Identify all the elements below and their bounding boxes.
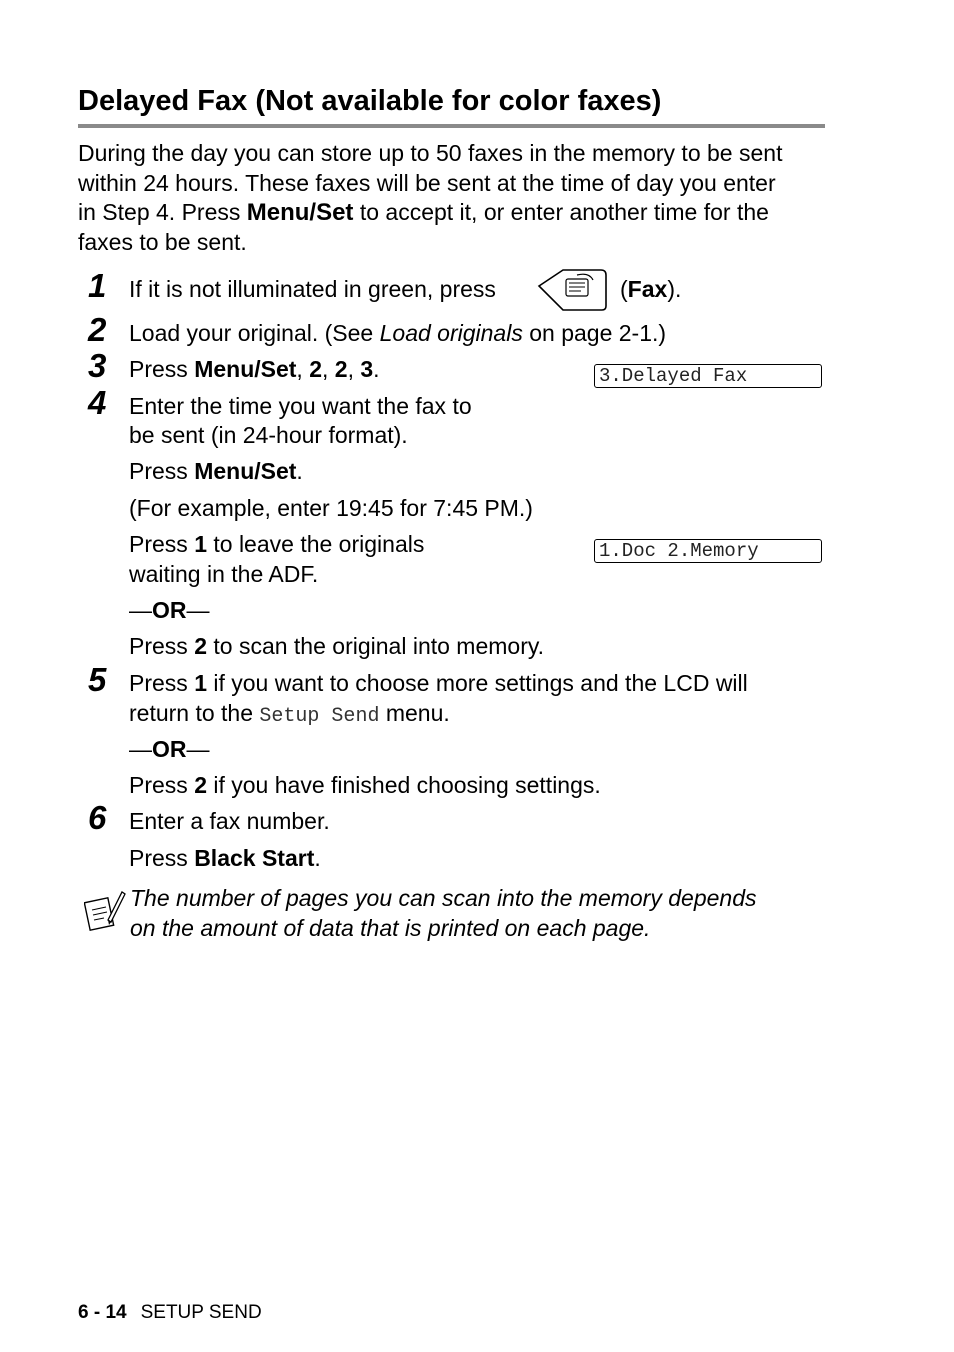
intro-line: faxes to be sent.	[78, 228, 247, 255]
note-text: The number of pages you can scan into the memory depends on the amount of data that is printed on each page.	[130, 885, 757, 941]
intro-line: During the day you can store up to 50 faxes in the memory to be sent	[78, 140, 783, 166]
step-number: 2	[88, 311, 107, 348]
or-separator: —OR—	[129, 597, 210, 623]
lcd-display-doc-memory: 1.Doc 2.Memory	[594, 539, 822, 563]
fax-key-name: Fax	[627, 276, 668, 302]
intro-paragraph	[78, 139, 828, 257]
step-4-line: be sent (in 24-hour format).	[129, 422, 408, 448]
intro-line: within 24 hours. These faxes will be sent at the time of day you enter	[78, 169, 776, 196]
step-2-text: Load your original. (See Load originals on page 2-1.)	[129, 320, 667, 346]
lcd-display-delayed-fax: 3.Delayed Fax	[594, 364, 822, 388]
section-heading: Delayed Fax (Not available for color faxes)	[78, 85, 662, 117]
step-4-press-menu-set: Press Menu/Set.	[129, 458, 303, 484]
note-pencil-icon	[84, 888, 126, 932]
step-3-text: Press Menu/Set, 2, 2, 3.	[129, 356, 380, 382]
page-footer	[78, 1301, 262, 1325]
cross-reference: Load originals	[379, 320, 523, 346]
step-1-fax-label: (Fax).	[620, 276, 682, 302]
step-5-text: Press 1 if you want to choose more settings and the LCD will	[129, 670, 748, 696]
or-separator: —OR—	[129, 736, 210, 762]
step-number: 1	[88, 267, 107, 304]
step-4-option-2: Press 2 to scan the original into memory.	[129, 633, 545, 659]
menu-set-key: Menu/Set	[246, 199, 354, 226]
step-1-text: If it is not illuminated in green, press	[129, 276, 496, 302]
step-6-press-start: Press Black Start.	[129, 845, 321, 871]
step-6-text: Enter a fax number.	[129, 808, 330, 834]
step-number: 6	[88, 799, 107, 836]
step-number: 5	[88, 661, 107, 698]
page-number: 6 - 14	[78, 1302, 127, 1323]
step-number: 3	[88, 347, 107, 384]
heading-rule	[78, 124, 825, 128]
step-4-line: Enter the time you want the fax to	[129, 393, 472, 419]
footer-section: SETUP SEND	[140, 1302, 262, 1323]
step-4-option-1: Press 1 to leave the originals	[129, 531, 425, 557]
step-4-example: (For example, enter 19:45 for 7:45 PM.)	[129, 495, 533, 521]
intro-line: in Step 4. Press Menu/Set to accept it, or enter another time for the	[78, 199, 769, 226]
step-5-text-cont: return to the Setup Send menu.	[129, 700, 450, 728]
menu-name: Setup Send	[259, 705, 380, 728]
step-5-option-2: Press 2 if you have finished choosing settings.	[129, 772, 601, 798]
step-number: 4	[88, 384, 107, 421]
fax-key-icon	[537, 266, 609, 312]
step-4-option-1-cont: waiting in the ADF.	[129, 561, 319, 587]
